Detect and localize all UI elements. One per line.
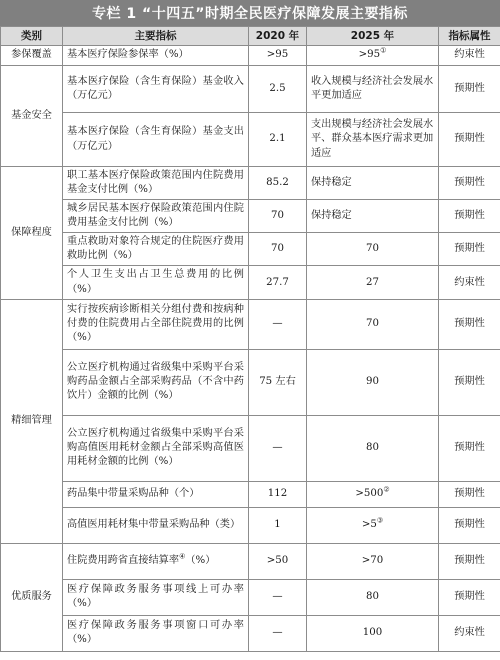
table-title: 专栏 1 “十四五”时期全民医疗保障发展主要指标	[0, 0, 500, 26]
indicator-cell: 公立医疗机构通过省级集中采购平台采购药品金额占全部采购药品（不含中药饮片）金额的比例（%）	[63, 349, 249, 415]
indicator-cell: 城乡居民基本医疗保险政策范围内住院费用基金支付比例（%）	[63, 200, 249, 233]
table-row	[1, 113, 500, 167]
header-category: 类别	[1, 27, 63, 46]
table-row	[1, 66, 500, 113]
category-cell: 参保覆盖	[1, 46, 63, 66]
value-2025-cell: 80	[307, 415, 439, 481]
table-row	[1, 233, 500, 266]
table-row	[1, 349, 500, 415]
value-2020-cell: >95	[249, 46, 307, 66]
indicator-cell: 高值医用耗材集中带量采购品种（类）	[63, 507, 249, 543]
value-2025-cell: 保持稳定	[307, 200, 439, 233]
table-row	[1, 543, 500, 579]
attribute-cell: 预期性	[439, 543, 500, 579]
attribute-cell: 约束性	[439, 615, 500, 651]
indicator-cell: 实行按疾病诊断相关分组付费和按病种付费的住院费用占全部住院费用的比例（%）	[63, 299, 249, 349]
attribute-cell: 预期性	[439, 579, 500, 615]
indicator-cell: 基本医疗保险参保率（%）	[63, 46, 249, 66]
category-cell: 精细管理	[1, 299, 63, 543]
value-2020-cell: 70	[249, 233, 307, 266]
value-2025-cell: >70	[307, 543, 439, 579]
table-row	[1, 481, 500, 507]
footnote-marker: ④	[179, 552, 186, 561]
value-2020-cell: >50	[249, 543, 307, 579]
indicator-cell: 药品集中带量采购品种（个）	[63, 481, 249, 507]
value-2025-cell: 70	[307, 233, 439, 266]
table-row	[1, 415, 500, 481]
value-2020-cell: 112	[249, 481, 307, 507]
attribute-cell: 预期性	[439, 66, 500, 113]
table-row	[1, 46, 500, 66]
value-2025-cell	[307, 507, 439, 543]
footnote-marker: ②	[383, 485, 390, 494]
indicator-cell: 基本医疗保险（含生育保险）基金收入（万亿元）	[63, 66, 249, 113]
value-2020-cell: 1	[249, 507, 307, 543]
indicator-cell: 个人卫生支出占卫生总费用的比例（%）	[63, 266, 249, 299]
category-cell: 基金安全	[1, 66, 63, 167]
attribute-cell: 预期性	[439, 167, 500, 200]
value-2025-text: >95	[358, 49, 381, 61]
header-2025: 2025 年	[307, 27, 439, 46]
attribute-cell: 预期性	[439, 349, 500, 415]
indicator-cell: 职工基本医疗保险政策范围内住院费用基金支付比例（%）	[63, 167, 249, 200]
value-2025-cell: 90	[307, 349, 439, 415]
footnote-marker: ①	[380, 47, 387, 56]
attribute-cell: 预期性	[439, 113, 500, 167]
attribute-cell: 预期性	[439, 200, 500, 233]
indicator-text: 住院费用跨省直接结算率	[67, 555, 180, 567]
value-2020-cell: 27.7	[249, 266, 307, 299]
value-2020-cell: 2.1	[249, 113, 307, 167]
attribute-cell: 预期性	[439, 481, 500, 507]
header-attribute: 指标属性	[439, 27, 500, 46]
value-2025-cell: 支出规模与经济社会发展水平、群众基本医疗需求更加适应	[307, 113, 439, 167]
header-2020: 2020 年	[249, 27, 307, 46]
attribute-cell: 预期性	[439, 415, 500, 481]
value-2025-cell	[307, 481, 439, 507]
table-row	[1, 579, 500, 615]
header-indicator: 主要指标	[63, 27, 249, 46]
indicator-cell: 基本医疗保险（含生育保险）基金支出（万亿元）	[63, 113, 249, 167]
header-row	[1, 27, 500, 46]
value-2020-cell: —	[249, 415, 307, 481]
value-2025-cell: 70	[307, 299, 439, 349]
table-row	[1, 167, 500, 200]
value-2020-cell: 2.5	[249, 66, 307, 113]
table-row	[1, 615, 500, 651]
attribute-cell: 预期性	[439, 507, 500, 543]
value-2020-cell: 85.2	[249, 167, 307, 200]
value-2025-cell: 保持稳定	[307, 167, 439, 200]
indicator-cell: 重点救助对象符合规定的住院医疗费用救助比例（%）	[63, 233, 249, 266]
value-2025-cell	[307, 46, 439, 66]
value-2025-text: >5	[361, 519, 377, 531]
value-2020-cell: 75 左右	[249, 349, 307, 415]
value-2025-cell: 100	[307, 615, 439, 651]
category-cell: 优质服务	[1, 543, 63, 651]
attribute-cell: 约束性	[439, 46, 500, 66]
attribute-cell: 约束性	[439, 266, 500, 299]
indicator-cell: 公立医疗机构通过省级集中采购平台采购高值医用耗材金额占全部采购高值医用耗材金额的比例（%）	[63, 415, 249, 481]
footnote-marker: ③	[376, 516, 384, 525]
value-2020-cell: —	[249, 579, 307, 615]
indicator-unit: （%）	[185, 555, 216, 567]
table-row	[1, 299, 500, 349]
indicator-cell: 医疗保障政务服务事项窗口可办率（%）	[63, 615, 249, 651]
category-cell: 保障程度	[1, 167, 63, 300]
indicator-cell: 医疗保障政务服务事项线上可办率（%）	[63, 579, 249, 615]
indicator-table	[0, 26, 500, 652]
table-row	[1, 507, 500, 543]
attribute-cell: 预期性	[439, 233, 500, 266]
value-2025-text: >500	[355, 488, 384, 500]
table-row	[1, 200, 500, 233]
value-2020-cell: —	[249, 299, 307, 349]
attribute-cell: 预期性	[439, 299, 500, 349]
value-2020-cell: —	[249, 615, 307, 651]
value-2025-cell: 27	[307, 266, 439, 299]
table-row	[1, 266, 500, 299]
value-2025-cell: 80	[307, 579, 439, 615]
value-2020-cell: 70	[249, 200, 307, 233]
value-2025-cell: 收入规模与经济社会发展水平更加适应	[307, 66, 439, 113]
indicator-cell	[63, 543, 249, 579]
